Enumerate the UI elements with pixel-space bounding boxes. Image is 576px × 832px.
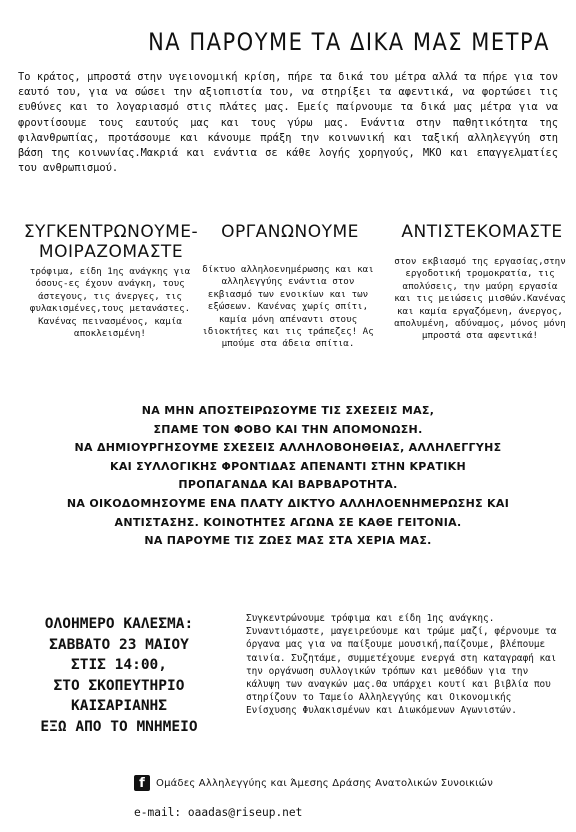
event-heading	[8, 614, 230, 737]
callout-line: ΝΑ ΜΗΝ ΑΠΟΣΤΕΙΡΩΣΟΥΜΕ ΤΙΣ ΣΧΕΣΕΙΣ ΜΑΣ,	[141, 404, 435, 417]
callout-line: ΣΠΑΜΕ ΤΟΝ ΦΟΒΟ ΚΑΙ ΤΗΝ ΑΠΟΜΟΝΩΣΗ.	[153, 422, 423, 436]
event-line: ΣΤΟ ΣΚΟΠΕΥΤΗΡΙΟ	[53, 677, 185, 694]
page-title: ΝΑ ΠΑΡΟΥΜΕ ΤΑ ΔΙΚΑ ΜΑΣ ΜΕΤΡΑ	[148, 28, 550, 56]
column-3-text: στον εκβιασμό της εργασίας,στην εργοδοτική τρομοκρατία, τις απολύσεις, την μαύρη εργασία και τις μειώσεις μισθών.Κανένας και καμία εργαζόμενη, άνεργος, απολυμένη, αδύναμος, μόνος μόνη μπροστά στα αφεντικά!	[394, 256, 566, 342]
callout-line: ΑΝΤΙΣΤΑΣΗΣ. ΚΟΙΝΟΤΗΤΕΣ ΑΓΩΝΑ ΣΕ ΚΑΘΕ ΓΕΙΤΟΝΙΑ.	[114, 515, 462, 529]
column-1-title: ΣΥΓΚΕΝΤΡΩΝΟΥΜΕ- ΜΟΙΡΑΖΟΜΑΣΤΕ	[23, 222, 199, 262]
event-line: ΣΑΒΒΑΤΟ 23 ΜΑΙΟΥ	[49, 636, 189, 653]
column-2-text: δίκτυο αλληλοενημέρωσης και και αλληλεγγύης ενάντια στον εκβιασμό των ενοικίων και των εξώσεων. Κανένας χωρίς σπίτι, καμία μόνη απέναντι στους ιδιοκτήτες και τις τράπεζες! Ας μπούμε στα άδεια σπίτια.	[202, 264, 374, 350]
callout-line: ΝΑ ΠΑΡΟΥΜΕ ΤΙΣ ΖΩΕΣ ΜΑΣ ΣΤΑ ΧΕΡΙΑ ΜΑΣ.	[144, 534, 432, 548]
group-name: Ομάδες Αλληλεγγύης και Άμεσης Δράσης Ανατολικών Συνοικιών	[156, 777, 494, 789]
callout-line: ΝΑ ΔΗΜΙΟΥΡΓΗΣΟΥΜΕ ΣΧΕΣΕΙΣ ΑΛΛΗΛΟΒΟΗΘΕΙΑΣ, ΑΛΛΗΛΕΓΓΥΗΣ	[74, 441, 502, 455]
intro-paragraph: Το κράτος, μπροστά στην υγειονομική κρίση, πήρε τα δικά του μέτρα αλλά τα πήρε για τον εαυτό του, για να σώσει την αξιοπιστία του, να στηρίξει τα αφεντικά, να φορτώσει τις ευθύνες και το λογαριασμό στις πλάτες μας. Εμείς παίρνουμε τα δικά μας μέτρα για να φροντίσουμε τους εαυτούς μας και τους γύρω μας. Ενάντια στην παθητικότητα της φιλανθρωπίας, προτάσουμε και κάνουμε πράξη την κοινωνική και ταξική αλληλεγγύη στη βάση της κοινωνίας.Μακριά και ενάντια σε κάθε λογής χορηγούς, ΜΚΟ και επαγγελματίες του ανθρωπισμού.	[18, 71, 558, 175]
event-line: ΟΛΟΗΜΕΡΟ ΚΑΛΕΣΜΑ:	[44, 616, 194, 632]
event-line: ΚΑΙΣΑΡΙΑΝΗΣ	[70, 698, 168, 714]
callout-line: ΠΡΟΠΑΓΑΝΔΑ ΚΑΙ ΒΑΡΒΑΡΟΤΗΤΑ.	[178, 478, 398, 492]
callout-line: ΚΑΙ ΣΥΛΛΟΓΙΚΗΣ ΦΡΟΝΤΙΔΑΣ ΑΠΕΝΑΝΤΙ ΣΤΗΝ ΚΡΑΤΙΚΗ	[110, 459, 466, 473]
event-line: ΕΞΩ ΑΠΟ ΤΟ ΜΝΗΜΕΙΟ	[40, 718, 198, 735]
callout-line: ΝΑ ΟΙΚΟΔΟΜΗΣΟΥΜΕ ΕΝΑ ΠΛΑΤΥ ΔΙΚΤΥΟ ΑΛΛΗΛΟΕΝΗΜΕΡΩΣΗΣ ΚΑΙ	[66, 496, 510, 510]
event-line: ΣΤΙΣ 14:00,	[70, 657, 168, 673]
facebook-line[interactable]	[134, 775, 493, 791]
email-address[interactable]: e-mail: oaadas@riseup.net	[134, 806, 303, 819]
column-1-text: τρόφιμα, είδη 1ης ανάγκης για όσους-ες έχουν ανάγκη, τους άστεγους, τις άνεργες, τις φυλακισμένες,τους μετανάστες. Κανένας πεινασμένος, καμία αποκλεισμένη!	[29, 266, 191, 340]
column-3-title: ΑΝΤΙΣΤΕΚΟΜΑΣΤΕ	[401, 222, 563, 242]
event-description: Συγκεντρώνουμε τρόφιμα και είδη 1ης ανάγκης. Συναντιόμαστε, μαγειρεύουμε και τρώμε μαζί, φέρνουμε τα όργανα μας για να παίξουμε μουσική,παίζουμε, βλέπουμε ταινία. Συζητάμε, συμμετέχουμε ενεργά στη καταγραφή και την οργάνωση συλλογικών τρόπων και μεθόδων για την κάλυψη των αναγκών μας.Θα υπάρχει κουτί και βιβλία που στηρίζουν το Ταμείο Αλληλεγγύης και Οικονομικής Ενίσχυσης Φυλακισμένων και Διωκόμενων Αγωνιστών.	[246, 613, 557, 717]
column-2-title: ΟΡΓΑΝΩΝΟΥΜΕ	[221, 222, 359, 242]
callout-block	[20, 402, 556, 551]
facebook-icon[interactable]: f	[134, 775, 150, 791]
